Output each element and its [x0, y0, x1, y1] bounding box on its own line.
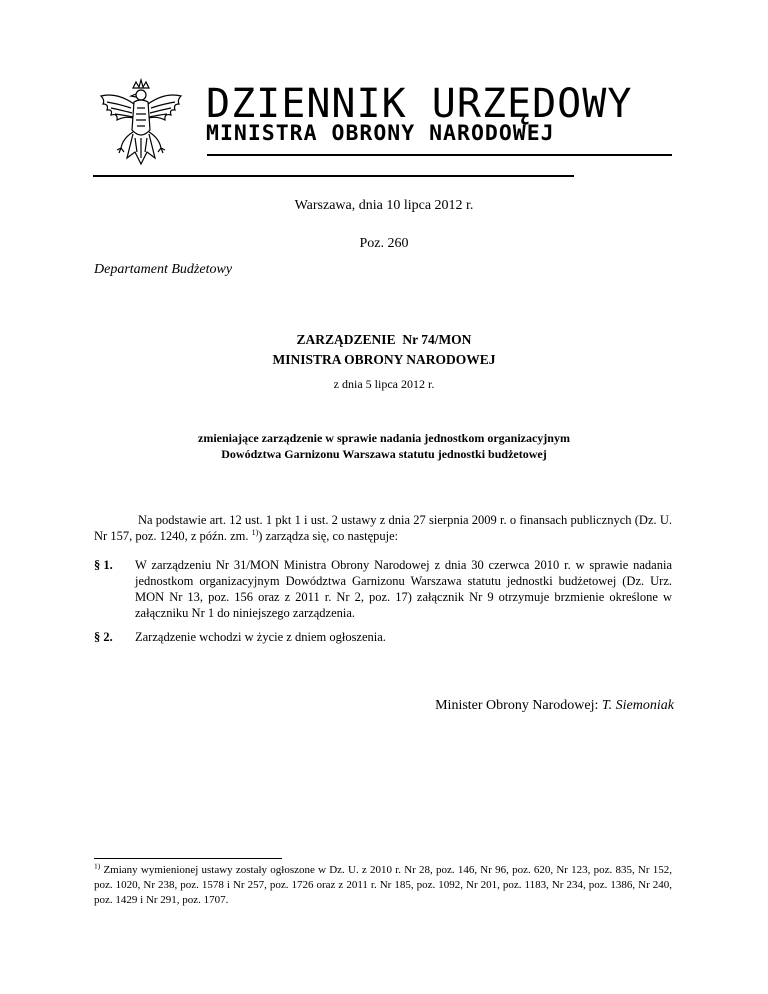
header-divider	[93, 175, 574, 177]
footnote-separator	[94, 858, 282, 859]
signature	[435, 698, 674, 714]
place-date: Warszawa, dnia 10 lipca 2012 r.	[294, 198, 474, 213]
journal-subtitle: MINISTRA OBRONY NARODOWEJ	[206, 121, 555, 146]
paragraph-2	[94, 629, 672, 645]
footnote-reference: 1)	[251, 527, 259, 537]
paragraph-number: § 2.	[94, 630, 113, 644]
act-authority: MINISTRA OBRONY NARODOWEJ	[272, 352, 496, 367]
paragraph-text: Zarządzenie wchodzi w życie z dniem ogłoszenia.	[135, 630, 386, 644]
header-rule	[207, 154, 672, 156]
journal-title: DZIENNIK URZĘDOWY	[206, 81, 633, 127]
footnote-text: Zmiany wymienionej ustawy zostały ogłoszone w Dz. U. z 2010 r. Nr 28, poz. 146, Nr 96, poz. 620, Nr 123, poz. 835, Nr 152, poz. 1020, Nr 238, poz. 1578 i Nr 257, poz. 1726 oraz z 2011 r. Nr 185, poz. 1092, Nr 201, poz. 1183, Nr 234, poz. 1386, Nr 240, poz. 1429 i Nr 291, poz. 1707.	[94, 864, 672, 906]
act-date: z dnia 5 lipca 2012 r.	[333, 377, 435, 391]
footnote-mark: 1)	[94, 861, 101, 871]
position-number: Poz. 260	[359, 236, 409, 251]
act-subject	[0, 430, 768, 462]
footnote	[94, 863, 672, 908]
act-subject-line-1: zmieniające zarządzenie w sprawie nadania jednostkom organizacyjnym	[198, 431, 570, 445]
paragraph-1	[94, 557, 672, 621]
paragraph-text: W zarządzeniu Nr 31/MON Ministra Obrony Narodowej z dnia 30 czerwca 2010 r. w sprawie nadania jednostkom organizacyjnym Dowództwa Garnizonu Warszawa statutu jednostki budżetowej (Dz. Urz. MON Nr 13, poz. 156 oraz z 2011 r. Nr 2, poz. 17) załącznik Nr 9 otrzymuje brzmienie określone w załączniku Nr 1 do niniejszego zarządzenia.	[135, 558, 672, 620]
act-subject-line-2: Dowództwa Garnizonu Warszawa statutu jednostki budżetowej	[221, 447, 547, 461]
preamble	[94, 512, 672, 544]
preamble-text-end: ) zarządza się, co następuje:	[258, 529, 399, 543]
act-title: ZARZĄDZENIE Nr 74/MON	[296, 332, 472, 347]
preamble-text-start: Na podstawie art. 12 ust. 1 pkt 1 i ust. 2 ustawy z dnia 27 sierpnia 2009 r. o finansach publicznych (Dz. U. Nr 157, poz. 1240, z późn. zm.	[94, 513, 672, 543]
signature-role: Minister Obrony Narodowej:	[435, 698, 602, 713]
polish-eagle-emblem	[93, 78, 189, 178]
paragraph-number: § 1.	[94, 558, 113, 572]
department-name: Departament Budżetowy	[94, 262, 233, 277]
signature-name: T. Siemoniak	[601, 698, 674, 713]
